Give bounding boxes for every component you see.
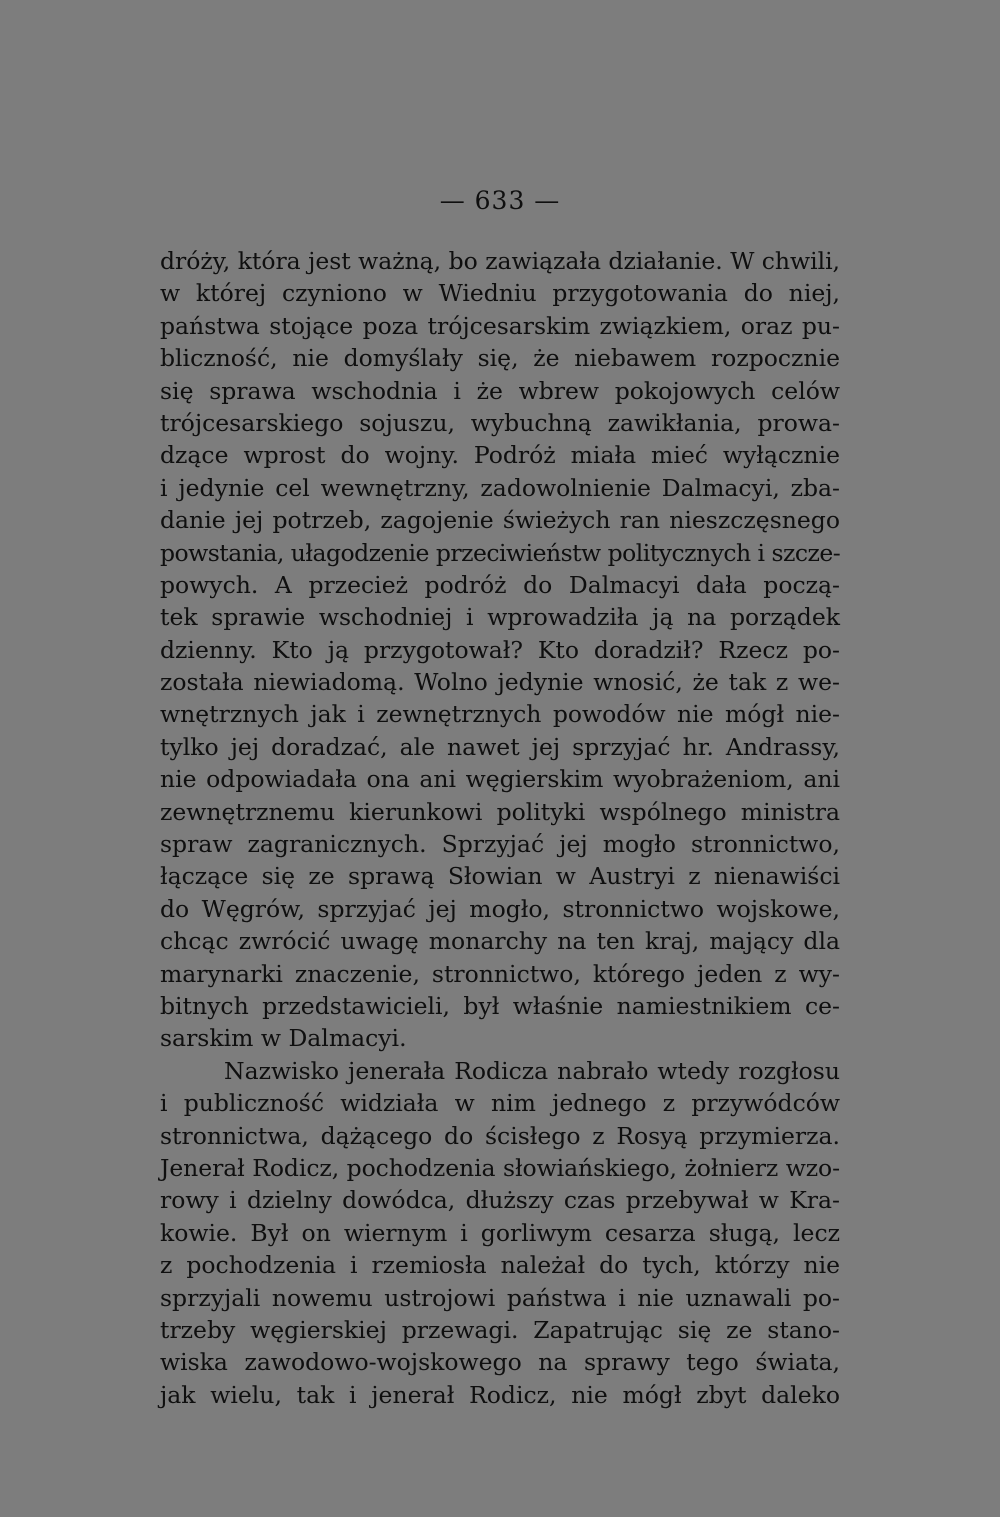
text-line: tylko jej doradzać, ale nawet jej sprzyjać hr. Andrassy, bbox=[160, 732, 840, 761]
text-line: sprzyjali nowemu ustrojowi państwa i nie uznawali po- bbox=[160, 1283, 840, 1312]
text-line: wiska zawodowo-wojskowego na sprawy tego świata, bbox=[160, 1348, 840, 1377]
page-number: — 633 — bbox=[439, 186, 561, 215]
text-line: kowie. Był on wiernym i gorliwym cesarza sługą, lecz bbox=[160, 1218, 840, 1247]
body-text bbox=[160, 245, 840, 1411]
text-line: trójcesarskiego sojuszu, wybuchną zawikłania, prowa- bbox=[160, 408, 840, 437]
text-line: dzienny. Kto ją przygotował? Kto doradził? Rzecz po- bbox=[160, 635, 840, 664]
text-line: trzeby węgierskiej przewagi. Zapatrując się ze stano- bbox=[160, 1315, 840, 1344]
text-line: dzące wprost do wojny. Podróż miała mieć wyłącznie bbox=[160, 441, 840, 470]
text-line: się sprawa wschodnia i że wbrew pokojowych celów bbox=[160, 376, 840, 405]
text-line: bitnych przedstawicieli, był właśnie namiestnikiem ce- bbox=[160, 991, 840, 1020]
text-line: tek sprawie wschodniej i wprowadziła ją na porządek bbox=[160, 603, 840, 632]
text-line: dróży, która jest ważną, bo zawiązała działanie. W chwili, bbox=[160, 247, 840, 275]
text-line: marynarki znaczenie, stronnictwo, którego jeden z wy- bbox=[160, 959, 840, 988]
text-line: Nazwisko jenerała Rodicza nabrało wtedy rozgłosu bbox=[224, 1056, 840, 1085]
text-line: łączące się ze sprawą Słowian w Austryi z nienawiści bbox=[160, 862, 840, 891]
text-line: i jedynie cel wewnętrzny, zadowolnienie Dalmacyi, zba- bbox=[160, 473, 840, 502]
text-line: do Węgrów, sprzyjać jej mogło, stronnictwo wojskowe, bbox=[160, 894, 840, 923]
text-line: Jenerał Rodicz, pochodzenia słowiańskiego, żołnierz wzo- bbox=[160, 1153, 840, 1182]
text-line: powstania, ułagodzenie przeciwieństw politycznych i szcze- bbox=[160, 538, 841, 567]
text-line: stronnictwa, dążącego do ścisłego z Rosyą przymierza. bbox=[160, 1121, 840, 1150]
text-line: wnętrznych jak i zewnętrznych powodów nie mógł nie- bbox=[160, 700, 840, 729]
text-line: została niewiadomą. Wolno jedynie wnosić, że tak z we- bbox=[160, 668, 840, 697]
text-line: chcąc zwrócić uwagę monarchy na ten kraj, mający dla bbox=[160, 927, 840, 956]
text-line: sarskim w Dalmacyi. bbox=[160, 1024, 407, 1053]
text-line: powych. A przecież podróż do Dalmacyi dała począ- bbox=[160, 570, 840, 599]
text-line: i publiczność widziała w nim jednego z przywódców bbox=[160, 1089, 840, 1118]
text-line: nie odpowiadała ona ani węgierskim wyobrażeniom, ani bbox=[160, 765, 840, 794]
text-line: w której czyniono w Wiedniu przygotowania do niej, bbox=[160, 279, 840, 308]
text-line: zewnętrznemu kierunkowi polityki wspólnego ministra bbox=[160, 797, 840, 826]
text-line: państwa stojące poza trójcesarskim związkiem, oraz pu- bbox=[160, 311, 840, 340]
text-line: z pochodzenia i rzemiosła należał do tych, którzy nie bbox=[160, 1251, 840, 1280]
text-line: danie jej potrzeb, zagojenie świeżych ran nieszczęsnego bbox=[160, 506, 840, 535]
text-line: jak wielu, tak i jenerał Rodicz, nie mógł zbyt daleko bbox=[160, 1380, 840, 1409]
text-line: bliczność, nie domyślały się, że niebawem rozpocznie bbox=[160, 344, 840, 373]
text-line: rowy i dzielny dowódca, dłuższy czas przebywał w Kra- bbox=[160, 1186, 840, 1215]
text-line: spraw zagranicznych. Sprzyjać jej mogło stronnictwo, bbox=[160, 830, 840, 859]
